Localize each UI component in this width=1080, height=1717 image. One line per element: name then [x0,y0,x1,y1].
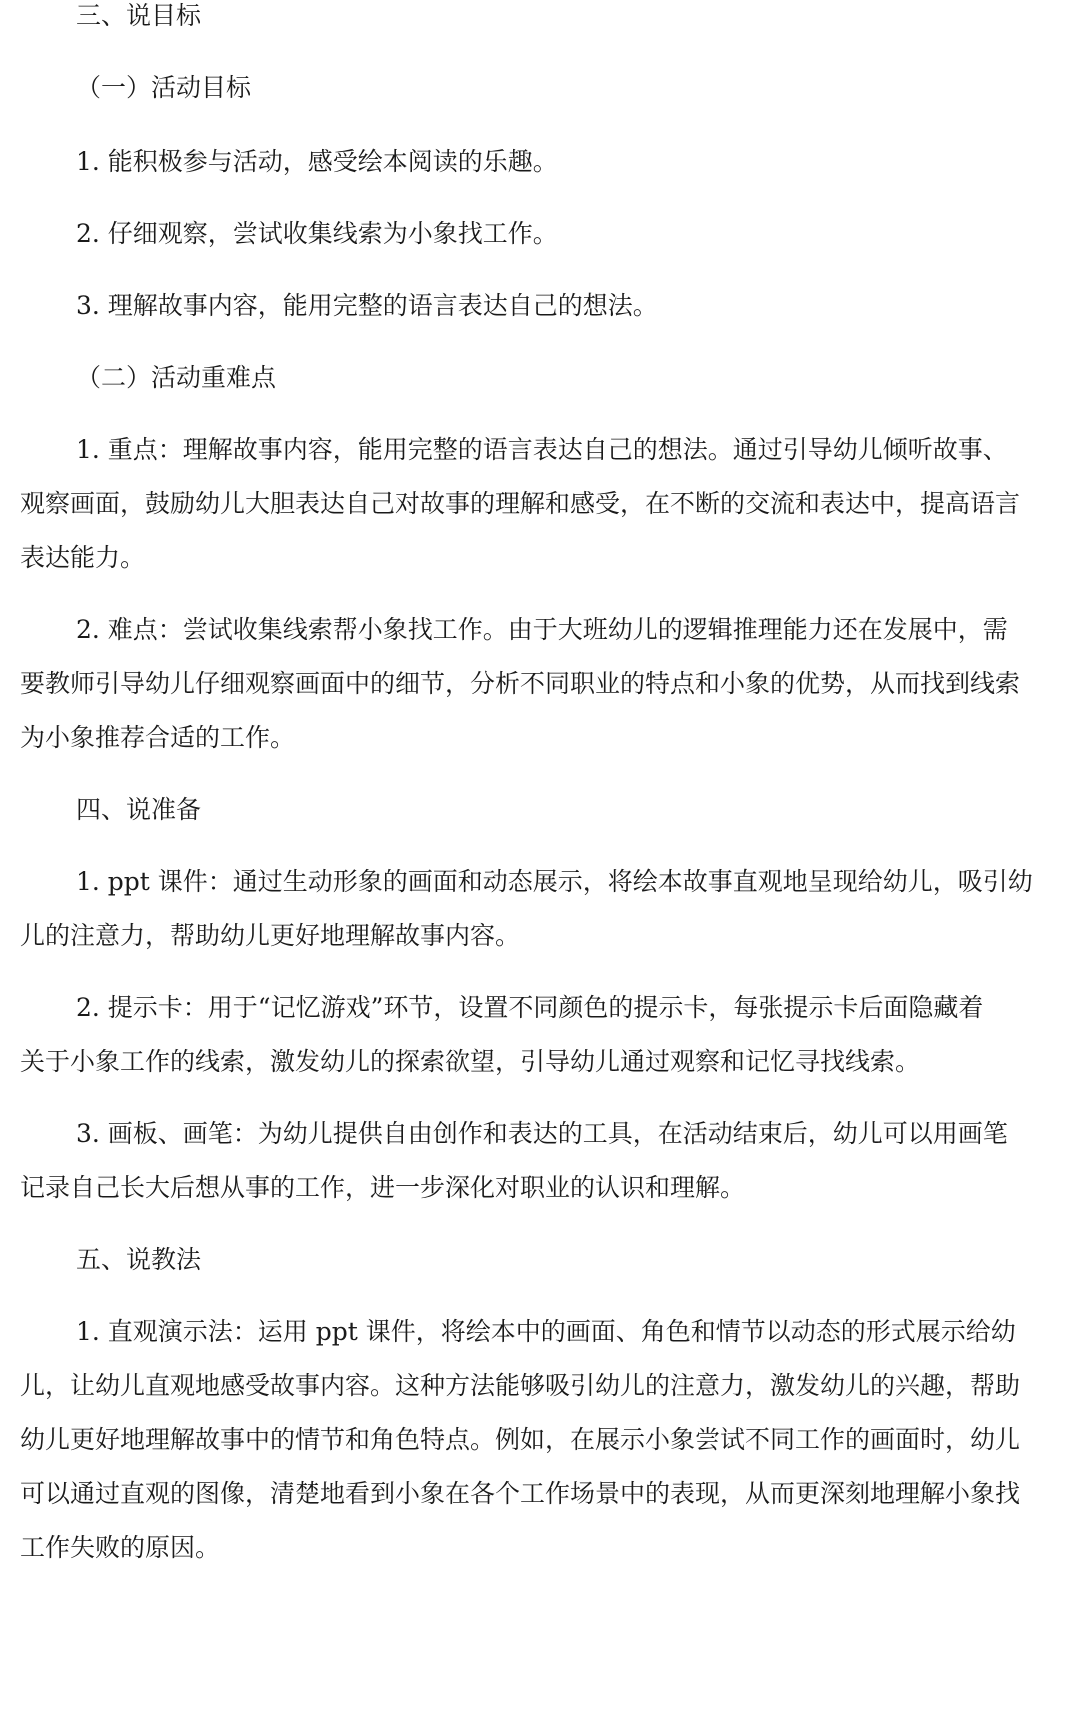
paragraph-line: 可以通过直观的图像，清楚地看到小象在各个工作场景中的表现，从而更深刻地理解小象找 [20,1479,1021,1508]
list-item: 2. 仔细观察，尝试收集线索为小象找工作。 [76,219,558,248]
paragraph-line: 关于小象工作的线索，激发幼儿的探索欲望，引导幼儿通过观察和记忆寻找线索。 [20,1047,921,1076]
paragraph-line: 幼儿更好地理解故事中的情节和角色特点。例如，在展示小象尝试不同工作的画面时，幼儿 [20,1425,1021,1454]
paragraph-line: 1. 重点：理解故事内容，能用完整的语言表达自己的想法。通过引导幼儿倾听故事、 [76,435,1008,464]
paragraph-line: 1. ppt 课件：通过生动形象的画面和动态展示，将绘本故事直观地呈现给幼儿，吸引幼 [76,867,1033,896]
list-item: 1. 能积极参与活动，感受绘本阅读的乐趣。 [76,147,558,176]
paragraph-line: 儿，让幼儿直观地感受故事内容。这种方法能够吸引幼儿的注意力，激发幼儿的兴趣，帮助 [20,1371,1021,1400]
paragraph-line: 2. 提示卡：用于“记忆游戏”环节，设置不同颜色的提示卡，每张提示卡后面隐藏着 [76,993,984,1022]
subsection-heading: （二）活动重难点 [76,363,277,392]
paragraph-line: 记录自己长大后想从事的工作，进一步深化对职业的认识和理解。 [20,1173,746,1202]
paragraph-line: 儿的注意力，帮助幼儿更好地理解故事内容。 [20,921,521,950]
paragraph-line: 观察画面，鼓励幼儿大胆表达自己对故事的理解和感受，在不断的交流和表达中，提高语言 [20,489,1021,518]
paragraph-line: 表达能力。 [20,543,146,572]
paragraph-line: 2. 难点：尝试收集线索帮小象找工作。由于大班幼儿的逻辑推理能力还在发展中，需 [76,615,1008,644]
paragraph-line: 1. 直观演示法：运用 ppt 课件，将绘本中的画面、角色和情节以动态的形式展示给幼 [76,1317,1016,1346]
paragraph-line: 为小象推荐合适的工作。 [20,723,296,752]
list-item: 3. 理解故事内容，能用完整的语言表达自己的想法。 [76,291,658,320]
section-heading: 三、说目标 [76,1,202,30]
section-heading: 五、说教法 [76,1245,202,1274]
paragraph-line: 要教师引导幼儿仔细观察画面中的细节，分析不同职业的特点和小象的优势，从而找到线索 [20,669,1021,698]
paragraph-line: 3. 画板、画笔：为幼儿提供自由创作和表达的工具，在活动结束后，幼儿可以用画笔 [76,1119,1008,1148]
section-heading: 四、说准备 [76,795,202,824]
subsection-heading: （一）活动目标 [76,73,252,102]
paragraph-line: 工作失败的原因。 [20,1533,221,1562]
